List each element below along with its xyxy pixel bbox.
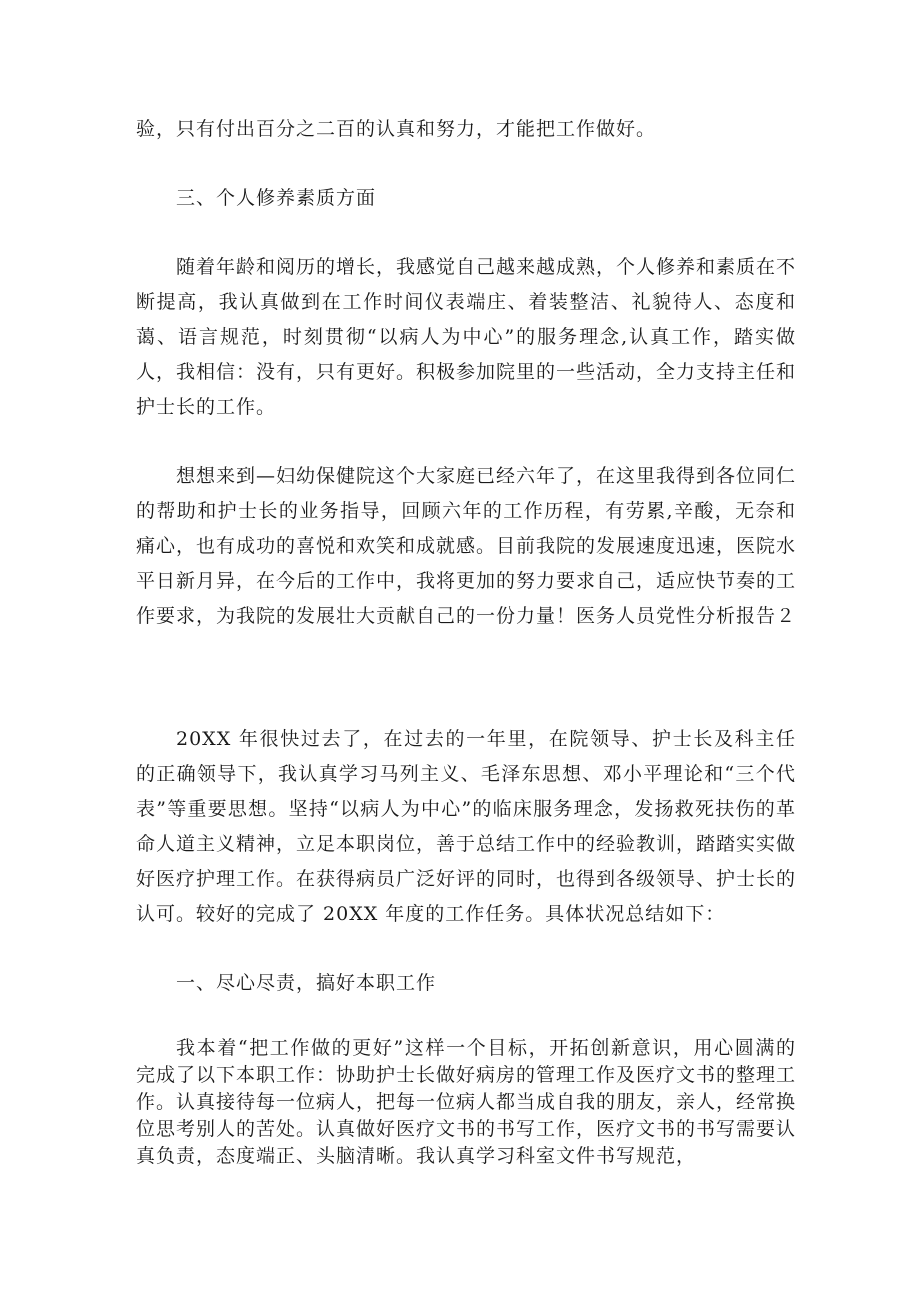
section-heading-personal-quality: 三、个人修养素质方面: [176, 187, 377, 209]
section-heading-duties: 一、尽心尽责，搞好本职工作: [176, 972, 437, 994]
paragraph-six-years: 想想来到—妇幼保健院这个大家庭已经六年了，在这里我得到各位同仁的帮助和护士长的业务指导，回顾六年的工作历程，有劳累,辛酸，无奈和痛心，也有成功的喜悦和欢笑和成就感。目前我院的发展速度迅速，医院水平日新月异，在今后的工作中，我将更加的努力要求自己，适应快节奏的工作要求，为我院的发展壮大贡献自己的一份力量！医务人员党性分析报告２: [136, 465, 797, 627]
paragraph-year-summary: 20XX 年很快过去了，在过去的一年里，在院领导、护士长及科主任的正确领导下，我认真学习马列主义、毛泽东思想、邓小平理论和“三个代表”等重要思想。坚持“以病人为中心”的临床服务理念，发扬救死扶伤的革命人道主义精神，立足本职岗位，善于总结工作中的经验教训，踏踏实实做好医疗护理工作。在获得病员广泛好评的同时，也得到各级领导、护士长的认可。较好的完成了 20XX 年度的工作任务。具体状况总结如下：: [136, 728, 797, 925]
paragraph-personal-growth: 随着年龄和阅历的增长，我感觉自己越来越成熟，个人修养和素质在不断提高，我认真做到在工作时间仪表端庄、着装整洁、礼貌待人、态度和蔼、语言规范，时刻贯彻“以病人为中心”的服务理念,认真工作，踏实做人，我相信：没有，只有更好。积极参加院里的一些活动，全力支持主任和护士长的工作。: [136, 256, 797, 418]
paragraph-duties-detail: 我本着“把工作做的更好”这样一个目标，开拓创新意识，用心圆满的完成了以下本职工作：协助护士长做好病房的管理工作及医疗文书的整理工作。认真接待每一位病人，把每一位病人都当成自我的朋友，亲人，经常换位思考别人的苦处。认真做好医疗文书的书写工作，医疗文书的书写需要认真负责，态度端正、头脑清晰。我认真学习科室文件书写规范，: [136, 1037, 797, 1167]
document-body: [136, 112, 796, 1170]
paragraph-continuation: 验，只有付出百分之二百的认真和努力，才能把工作做好。: [136, 118, 657, 140]
